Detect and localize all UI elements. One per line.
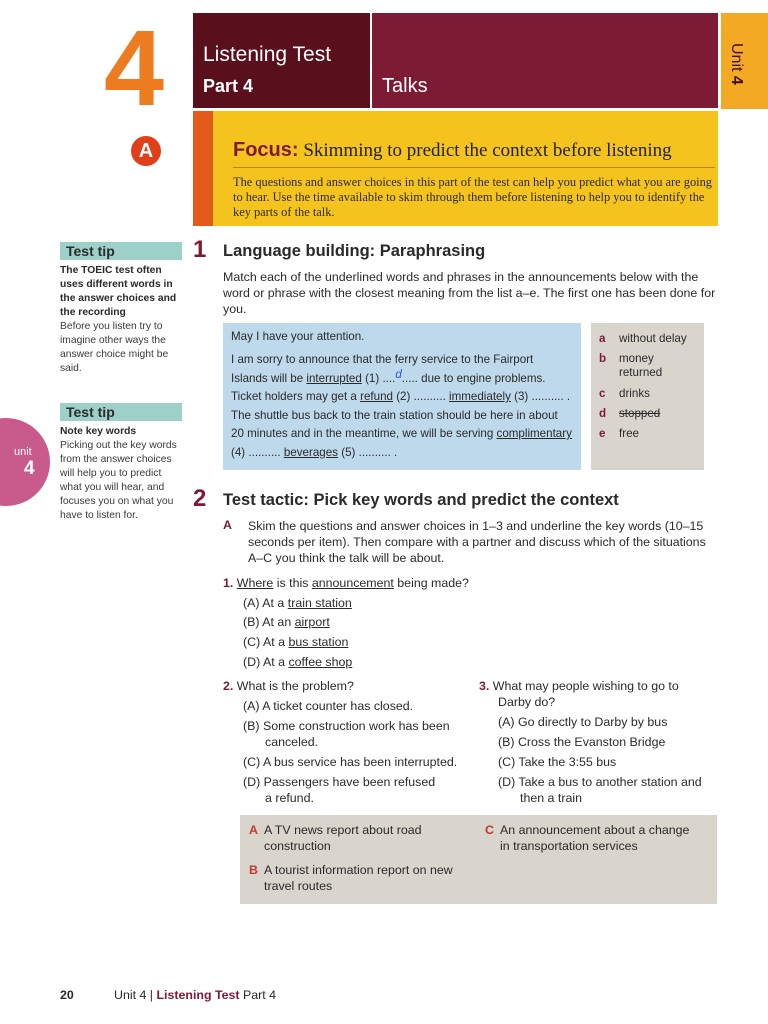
situation-item bbox=[249, 822, 422, 854]
test-tip-body bbox=[60, 264, 178, 376]
situation-text bbox=[500, 822, 689, 854]
option-text-crossed: stopped bbox=[619, 407, 661, 420]
underlined-word: train station bbox=[287, 596, 352, 610]
situation-text bbox=[264, 862, 453, 894]
test-tip-text: Picking out the key words from the answer choices will help you to predict what you will hear, and focuses you on what you have to listen for. bbox=[60, 440, 177, 521]
announcement-line: May I have your attention. bbox=[231, 330, 365, 343]
answer-choice: (C) A bus service has been interrupted. bbox=[243, 755, 458, 769]
situation-item bbox=[485, 822, 689, 854]
handwritten-answer: d bbox=[395, 367, 402, 381]
unit-side-number: 4 bbox=[24, 458, 35, 479]
footer-title: Listening Test bbox=[156, 988, 240, 1002]
answer-choice: (C) Take the 3:55 bus bbox=[498, 755, 617, 769]
answer-choice-continued: a refund. bbox=[265, 791, 314, 805]
announcement-box bbox=[223, 323, 581, 470]
option-item bbox=[599, 427, 697, 441]
question-1 bbox=[223, 575, 469, 591]
footer-unit: Unit 4 | bbox=[114, 988, 154, 1002]
answer-choice bbox=[243, 654, 352, 670]
answer-choice: (D) Passengers have been refused bbox=[243, 775, 436, 789]
underlined-word: interrupted bbox=[306, 371, 362, 385]
focus-accent-bar bbox=[193, 111, 213, 226]
focus-divider bbox=[233, 167, 715, 168]
answer-choice bbox=[243, 595, 352, 611]
focus-title bbox=[233, 139, 672, 162]
option-item bbox=[599, 387, 697, 401]
option-letter: c bbox=[599, 387, 606, 400]
option-item bbox=[599, 352, 697, 380]
header-subtitle-block bbox=[372, 13, 718, 108]
question-text: What is the problem? bbox=[236, 679, 354, 693]
unit-side-badge bbox=[0, 418, 50, 506]
underlined-word: airport bbox=[294, 615, 330, 629]
situation-letter: C bbox=[485, 823, 494, 837]
test-tip-bold: Note key words bbox=[60, 426, 137, 437]
question-number: 3. bbox=[479, 679, 490, 693]
text-run: An announcement about a change bbox=[500, 823, 690, 837]
text-run: (3) .......... . The shuttle bus back to the train station should be here in about 20 minutes and in the meantime, we will be serving bbox=[231, 390, 571, 440]
option-text: drinks bbox=[619, 387, 650, 400]
unit-tab-word: Unit bbox=[728, 43, 745, 72]
text-run: (C) At a bbox=[243, 635, 289, 649]
text-run: (B) At an bbox=[243, 615, 295, 629]
focus-box bbox=[213, 111, 718, 226]
answer-choice: (A) A ticket counter has closed. bbox=[243, 699, 414, 713]
exercise-number: 1 bbox=[193, 236, 207, 263]
question-number: 1. bbox=[223, 576, 234, 590]
underlined-word: immediately bbox=[449, 390, 511, 403]
underlined-word: Where bbox=[236, 576, 274, 590]
text-run: (2) .......... bbox=[392, 390, 450, 403]
text-run: construction bbox=[264, 839, 331, 853]
answer-choice: (A) Go directly to Darby by bus bbox=[498, 715, 668, 729]
header-part: Part 4 bbox=[203, 76, 254, 96]
header-title: Listening Test bbox=[203, 43, 332, 66]
exercise-title: Language building: Paraphrasing bbox=[223, 242, 486, 260]
underlined-word: beverages bbox=[283, 445, 338, 459]
text-run: (5) .......... . bbox=[337, 445, 398, 459]
text-run: (1) .... bbox=[361, 371, 396, 385]
question-3-continued: Darby do? bbox=[498, 695, 556, 709]
text-run: in transportation services bbox=[500, 839, 638, 853]
test-tip-heading: Test tip bbox=[60, 403, 182, 421]
option-letter: b bbox=[599, 352, 607, 365]
focus-title-text: Skimming to predict the context before listening bbox=[303, 140, 672, 161]
unit-side-word: unit bbox=[14, 446, 32, 458]
question-3 bbox=[479, 678, 679, 694]
answer-choice bbox=[243, 634, 348, 650]
option-text: free bbox=[619, 427, 639, 440]
focus-label: Focus: bbox=[233, 139, 299, 161]
text-run: is this bbox=[273, 576, 312, 590]
test-tip-1 bbox=[60, 242, 182, 376]
situation-letter: A bbox=[249, 823, 258, 837]
unit-tab-label bbox=[727, 43, 745, 85]
text-run: I am sorry to announce that the ferry service to the Fairport Islands will be bbox=[231, 353, 534, 385]
test-tip-bold: The TOEIC test often uses different words in the answer choices and the recording bbox=[60, 265, 177, 318]
exercise-number: 2 bbox=[193, 485, 207, 512]
option-text: without delay bbox=[619, 332, 687, 345]
footer-running-title bbox=[114, 988, 276, 1002]
options-box bbox=[591, 323, 704, 470]
text-run: travel routes bbox=[264, 879, 333, 893]
header-subtitle: Talks bbox=[382, 75, 428, 97]
underlined-word: coffee shop bbox=[288, 655, 353, 669]
page-number: 20 bbox=[60, 988, 74, 1002]
announcement-paragraph bbox=[231, 351, 573, 462]
exercise-title: Test tactic: Pick key words and predict the context bbox=[223, 491, 619, 509]
answer-choice-continued: then a train bbox=[520, 791, 582, 805]
option-item bbox=[599, 407, 697, 421]
question-text: What may people wishing to go to bbox=[492, 679, 679, 693]
question-number: 2. bbox=[223, 679, 234, 693]
answer-choice: (B) Cross the Evanston Bridge bbox=[498, 735, 666, 749]
option-text: money returned bbox=[619, 352, 663, 379]
situations-box bbox=[240, 815, 717, 904]
exercise-instructions: Skim the questions and answer choices in 1–3 and underline the key words (10–15 seconds per item). Then compare with a partner and discuss which of the situations A–C you think the talk will be about. bbox=[248, 519, 706, 565]
test-tip-text: Before you listen try to imagine other ways the answer choice might be said. bbox=[60, 321, 169, 374]
underlined-word: refund bbox=[360, 390, 393, 403]
answer-choice bbox=[243, 614, 330, 630]
exercise-instructions: Match each of the underlined words and phrases in the announcements below with the word or phrase with the closest meaning from the list a–e. The first one has been done for you. bbox=[223, 270, 716, 316]
section-letter-badge: A bbox=[131, 136, 161, 166]
unit-tab-number: 4 bbox=[728, 75, 745, 85]
focus-text: The questions and answer choices in this part of the test can help you predict what you are going to hear. Use the time available to skim through them before listening to help you to identify the key parts of the talk. bbox=[233, 175, 712, 219]
header-title-block bbox=[193, 13, 370, 108]
text-run: A tourist information report on new bbox=[264, 863, 453, 877]
unit-tab bbox=[721, 13, 768, 109]
situation-item bbox=[249, 862, 453, 894]
test-tip-body bbox=[60, 425, 178, 523]
text-run: A TV news report about road bbox=[264, 823, 422, 837]
situation-letter: B bbox=[249, 863, 258, 877]
answer-choice-continued: canceled. bbox=[265, 735, 319, 749]
text-run: being made? bbox=[393, 576, 469, 590]
situation-text bbox=[264, 822, 422, 854]
text-run: (A) At a bbox=[243, 596, 288, 610]
text-run: ..... due to engine problems. Ticket holders may get a bbox=[231, 371, 546, 403]
question-2 bbox=[223, 678, 354, 694]
part-letter: A bbox=[223, 518, 232, 532]
underlined-word: announcement bbox=[311, 576, 394, 590]
option-item bbox=[599, 332, 697, 346]
answer-choice: (B) Some construction work has been bbox=[243, 719, 450, 733]
test-tip-2 bbox=[60, 403, 182, 523]
text-run: (4) .......... bbox=[231, 445, 284, 459]
footer-part: Part 4 bbox=[243, 988, 277, 1002]
option-letter: a bbox=[599, 332, 606, 345]
answer-choice: (D) Take a bus to another station and bbox=[498, 775, 702, 789]
underlined-word: bus station bbox=[288, 635, 349, 649]
underlined-word: complimentary bbox=[496, 427, 572, 440]
text-run: (D) At a bbox=[243, 655, 289, 669]
unit-number: 4 bbox=[104, 7, 163, 128]
option-letter: d bbox=[599, 407, 607, 420]
test-tip-heading: Test tip bbox=[60, 242, 182, 260]
option-letter: e bbox=[599, 427, 606, 440]
